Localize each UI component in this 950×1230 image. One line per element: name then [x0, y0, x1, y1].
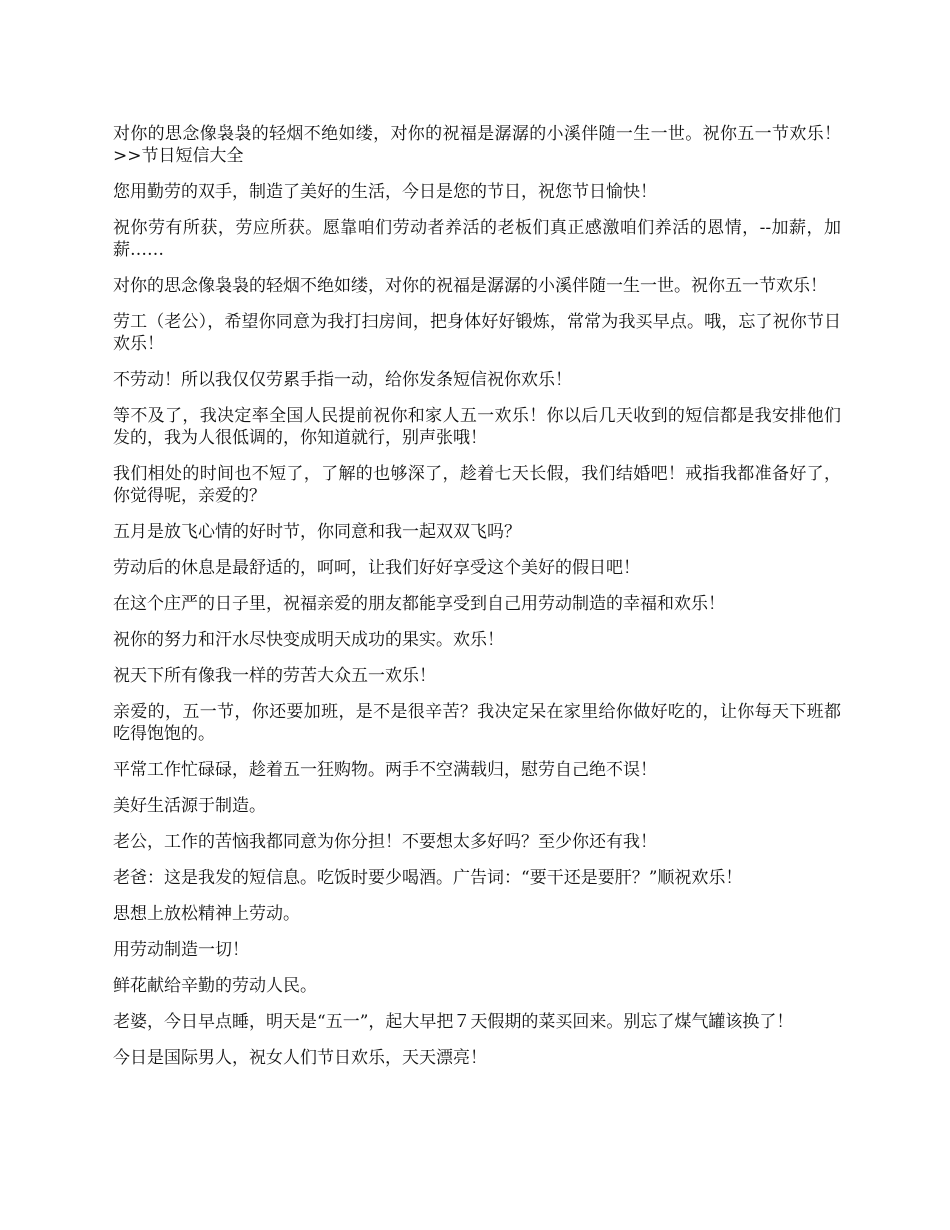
paragraph-19: 思想上放松精神上劳动。	[113, 904, 300, 924]
paragraph-11: 在这个庄严的日子里，祝福亲爱的朋友都能享受到自己用劳动制造的幸福和欢乐！	[113, 594, 725, 614]
paragraph-12: 祝你的努力和汗水尽快变成明天成功的果实。欢乐！	[113, 630, 504, 650]
paragraph-1: 对你的思念像袅袅的轻烟不绝如缕，对你的祝福是潺潺的小溪伴随一生一世。祝你五一节欢乐！ >>节日短信大全	[113, 124, 841, 166]
document-body	[113, 123, 841, 1083]
paragraph-8: 我们相处的时间也不短了，了解的也够深了，趁着七天长假，我们结婚吧！戒指我都准备好了，你觉得呢，亲爱的？	[113, 464, 841, 506]
paragraph-14: 亲爱的，五一节，你还要加班，是不是很辛苦？我决定呆在家里给你做好吃的，让你每天下班都吃得饱饱的。	[113, 702, 841, 744]
paragraph-23: 今日是国际男人，祝女人们节日欢乐，天天漂亮！	[113, 1048, 487, 1068]
paragraph-17: 老公，工作的苦恼我都同意为你分担！不要想太多好吗？至少你还有我！	[113, 832, 657, 852]
paragraph-21: 鲜花献给辛勤的劳动人民。	[113, 976, 317, 996]
paragraph-20: 用劳动制造一切！	[113, 940, 249, 960]
paragraph-10: 劳动后的休息是最舒适的，呵呵，让我们好好享受这个美好的假日吧！	[113, 558, 640, 578]
paragraph-3: 祝你劳有所获，劳应所获。愿靠咱们劳动者养活的老板们真正感激咱们养活的恩情，--加薪，加薪……	[113, 218, 841, 260]
paragraph-9: 五月是放飞心情的好时节，你同意和我一起双双飞吗？	[113, 522, 521, 542]
paragraph-5: 劳工（老公），希望你同意为我打扫房间，把身体好好锻炼，常常为我买早点。哦，忘了祝你节日欢乐！	[113, 312, 841, 354]
paragraph-13: 祝天下所有像我一样的劳苦大众五一欢乐！	[113, 666, 436, 686]
paragraph-16: 美好生活源于制造。	[113, 796, 266, 816]
paragraph-6: 不劳动！所以我仅仅劳累手指一动，给你发条短信祝你欢乐！	[113, 370, 572, 390]
paragraph-22: 老婆，今日早点睡，明天是“五一”，起大早把７天假期的菜买回来。别忘了煤气罐该换了！	[113, 1012, 794, 1032]
paragraph-4: 对你的思念像袅袅的轻烟不绝如缕，对你的祝福是潺潺的小溪伴随一生一世。祝你五一节欢乐！	[113, 276, 827, 296]
paragraph-7: 等不及了，我决定率全国人民提前祝你和家人五一欢乐！你以后几天收到的短信都是我安排他们发的，我为人很低调的，你知道就行，别声张哦！	[113, 406, 841, 448]
paragraph-18: 老爸：这是我发的短信息。吃饭时要少喝酒。广告词：“要干还是要肝？”顺祝欢乐！	[113, 868, 743, 888]
paragraph-15: 平常工作忙碌碌，趁着五一狂购物。两手不空满载归，慰劳自己绝不误！	[113, 760, 657, 780]
paragraph-2: 您用勤劳的双手，制造了美好的生活，今日是您的节日，祝您节日愉快！	[113, 182, 657, 202]
